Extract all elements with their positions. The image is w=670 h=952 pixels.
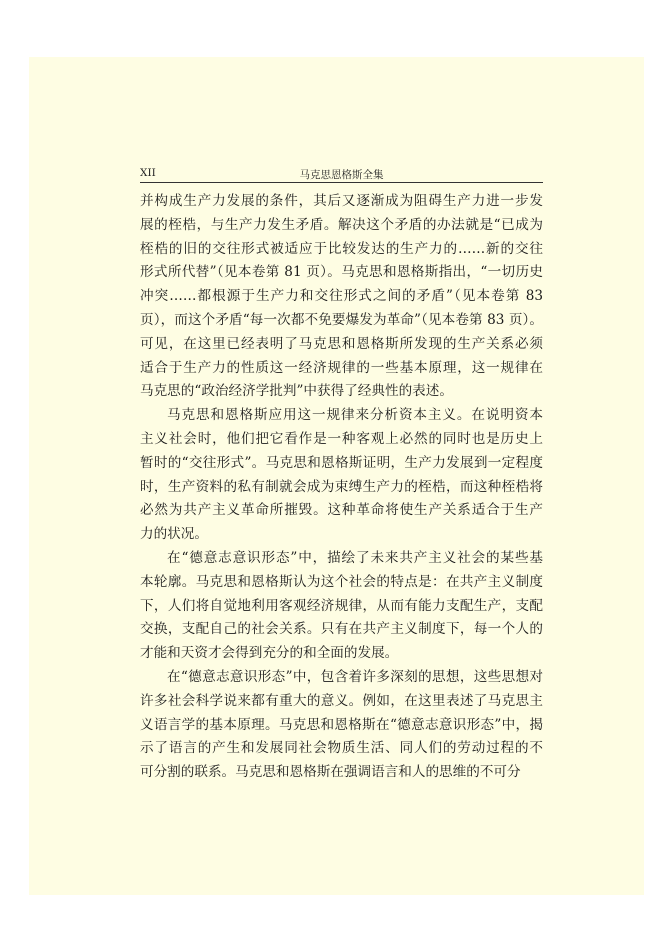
header-rule	[140, 182, 543, 183]
text-line: 马克思和恩格斯应用这一规律来分析资本主义。在说明资本	[167, 407, 543, 424]
text-line: 马克思的“政治经济学批判”中获得了经典性的表述。	[140, 383, 453, 400]
text-line: 可见，在这里已经表明了马克思和恩格斯所发现的生产关系必须	[140, 335, 543, 352]
text-line: 才能和天资才会得到充分的和全面的发展。	[140, 645, 399, 662]
running-head	[140, 167, 543, 183]
text-line: 页），而这个矛盾“每一次都不免要爆发为革命”（见本卷第 83 页）。	[140, 311, 543, 328]
paragraph	[140, 404, 543, 547]
text-line: 在“德意志意识形态”中，包含着许多深刻的思想，这些思想对	[167, 668, 543, 685]
body-text	[140, 190, 543, 785]
text-line: 主义社会时，他们把它看作是一种客观上必然的同时也是历史上	[140, 430, 543, 447]
text-line: 可分割的联系。马克思和恩格斯在强调语言和人的思维的不可分	[140, 764, 521, 781]
text-line: 适合于生产力的性质这一经济规律的一些基本原理，这一规律在	[140, 359, 543, 376]
text-line: 展的桎梏，与生产力发生矛盾。解决这个矛盾的办法就是“已成为	[140, 216, 543, 233]
text-line: 许多社会科学说来都有重大的意义。例如，在这里表述了马克思主	[140, 692, 543, 709]
text-line: 并构成生产力发展的条件，其后又逐渐成为阻碍生产力进一步发	[140, 193, 543, 209]
text-line: 时，生产资料的私有制就会成为束缚生产力的桎梏，而这种桎梏将	[140, 478, 543, 495]
text-line: 桎梏的旧的交往形式被适应于比较发达的生产力的……新的交往	[140, 240, 543, 257]
text-line: 在“德意志意识形态”中，描绘了未来共产主义社会的某些基	[167, 549, 543, 566]
paragraph	[140, 190, 543, 404]
text-line: 力的状况。	[140, 526, 208, 543]
text-line: 示了语言的产生和发展同社会物质生活、同人们的劳动过程的不	[140, 740, 543, 757]
book-title: 马克思恩格斯全集	[299, 169, 384, 181]
text-line: 必然为共产主义革命所摧毁。这种革命将使生产关系适合于生产	[140, 502, 543, 519]
text-line: 义语言学的基本原理。马克思和恩格斯在“德意志意识形态”中，揭	[140, 716, 543, 733]
text-line: 形式所代替”（见本卷第 81 页）。马克思和恩格斯指出，“一切历史	[140, 264, 543, 281]
text-line: 本轮廓。马克思和恩格斯认为这个社会的特点是：在共产主义制度	[140, 573, 543, 590]
text-line: 下，人们将自觉地利用客观经济规律，从而有能力支配生产，支配	[140, 597, 543, 614]
paragraph	[140, 547, 543, 666]
paragraph	[140, 666, 543, 785]
text-line: 暂时的“交往形式”。马克思和恩格斯证明，生产力发展到一定程度	[140, 454, 543, 471]
text-line: 冲突……都根源于生产力和交往形式之间的矛盾”（见本卷第 83	[140, 288, 543, 305]
page-number: XII	[140, 167, 156, 179]
text-line: 交换，支配自己的社会关系。只有在共产主义制度下，每一个人的	[140, 621, 543, 638]
